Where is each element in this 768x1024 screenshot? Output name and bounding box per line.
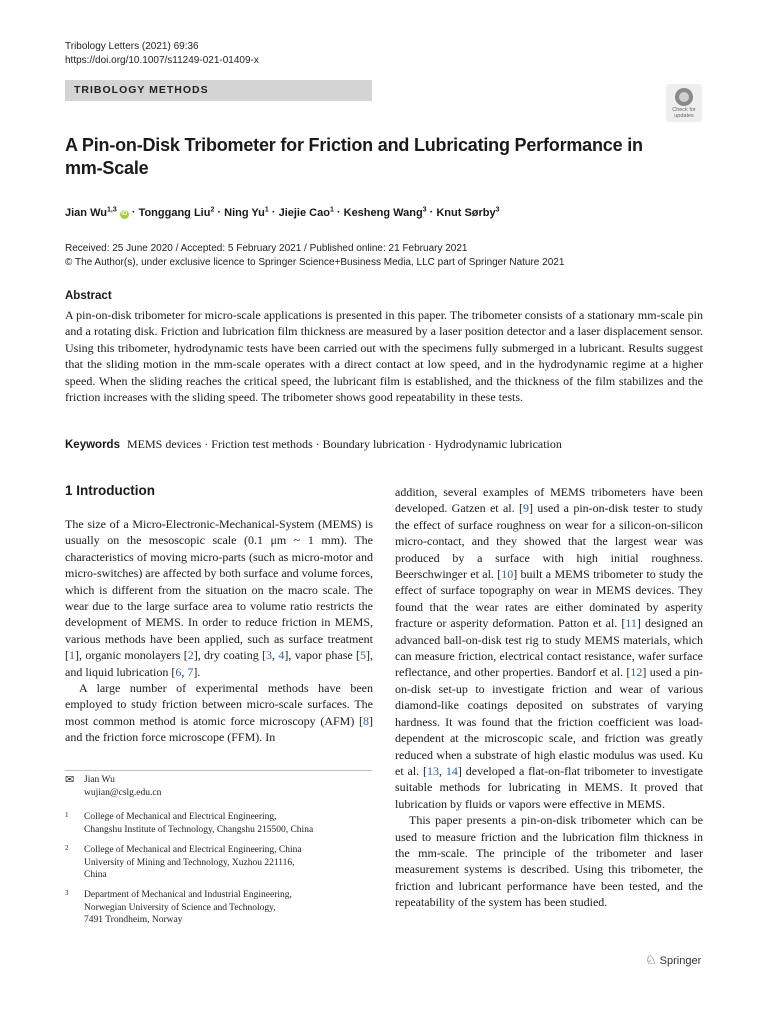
article-title: A Pin-on-Disk Tribometer for Friction and Lubricating Performance in mm-Scale	[65, 135, 643, 178]
envelope-icon: ✉	[65, 774, 75, 786]
author[interactable]: Jian Wu$^{1,3}$	[65, 206, 117, 219]
citation-link[interactable]: 9	[522, 501, 529, 516]
journal-citation: Tribology Letters (2021) 69:36	[65, 41, 199, 52]
intro-paragraph: This paper presents a pin-on-disk tribometer which can be used to measure friction and the lubrication film thickness in the mm-scale. The principle of the tribometer and laser measurement systems is described. Using this tribometer, the friction and lubricant performance have been tested, and the repeatability of the system has been studied.	[395, 813, 703, 910]
abstract-heading: Abstract	[65, 290, 112, 302]
correspondence-email[interactable]: wujian@cslg.edu.cn	[84, 787, 162, 798]
citation-link[interactable]: 7	[187, 664, 194, 679]
intro-paragraph: A large number of experimental methods have been employed to study friction between micro-scale surfaces. The most common method is atomic force microscopy (AFM) [8] and the friction force microscope (FFM). In	[65, 681, 373, 745]
check-for-updates-badge[interactable]	[666, 84, 702, 122]
section-band	[65, 80, 372, 101]
citation-link[interactable]: 14	[445, 763, 458, 778]
citation-link[interactable]: 4	[278, 648, 285, 663]
crossmark-label: Check for updates	[672, 107, 696, 119]
copyright-line: © The Author(s), under exclusive licence to Springer Science+Business Media, LLC part of Springer Nature 2021	[65, 257, 565, 268]
history-dates: Received: 25 June 2020 / Accepted: 5 February 2021 / Published online: 21 February 2021	[65, 243, 468, 254]
intro-left-column	[65, 516, 373, 746]
keywords-label: Keywords	[65, 439, 120, 451]
correspondence-name: Jian Wu	[84, 775, 115, 785]
author[interactable]: Jiejie Cao$^1$	[278, 206, 334, 219]
author[interactable]: Ning Yu$^1$	[224, 206, 269, 219]
orcid-icon[interactable]: iD	[121, 210, 128, 217]
doi-link[interactable]: https://doi.org/10.1007/s11249-021-01409-x	[65, 55, 259, 66]
correspondence	[65, 774, 375, 799]
abstract-text: A pin-on-disk tribometer for micro-scale applications is presented in this paper. The tribometer consists of a stationary mm-scale pin and a rotating disk. Friction and lubrication film thickness are measured by a laser position detector and a laser displacement sensor. Using this tribometer, hydrodynamic tests have been carried out with the specimens fully submerged in a lubricant. Results suggest that the sliding motion in the mm-scale operates with a direct contact at low speed, and in the hydrodynamic regime at a higher speed. When the sliding reaches the critical speed, the lubricant film is established, and the thickness of the film stabilizes and the friction increases with the sliding speed. The tribometer shows good repeatability in these tests.	[65, 308, 703, 405]
author-list: Jian Wu$^{1,3}$ iD · Tonggang Liu$^2$ · Ning $Yu^1$ · Jiejie Cao$^1$ · Kesheng Wang$^3$ · Knut Sørby$^3$	[65, 206, 500, 219]
citation-link[interactable]: 5	[360, 648, 367, 663]
affiliation-number: 2	[65, 844, 69, 852]
author[interactable]: Tonggang Liu$^2$	[138, 206, 215, 219]
affiliation-number: 3	[65, 889, 69, 897]
citation-link[interactable]: 13	[427, 763, 440, 778]
keywords-text: MEMS devices · Friction test methods · Boundary lubrication · Hydrodynamic lubrication	[126, 437, 562, 451]
intro-right-column	[395, 484, 703, 911]
citation-link[interactable]: 1	[69, 648, 75, 663]
citation-link[interactable]: 8	[363, 713, 369, 728]
citation-link[interactable]: 2	[187, 648, 194, 663]
crossmark-icon	[675, 88, 693, 106]
author[interactable]: Knut Sørby$^3$	[436, 206, 500, 219]
affiliation: 2 College of Mechanical and Electrical Engineering, China University of Mining and Technology, Xuzhou 221116, China	[65, 844, 302, 880]
section-label: TRIBOLOGY METHODS	[74, 84, 209, 96]
intro-heading: 1 Introduction	[65, 483, 155, 498]
citation-link[interactable]: 6	[175, 664, 182, 679]
citation-link[interactable]: 3	[266, 648, 273, 663]
affiliation: 3 Department of Mechanical and Industrial Engineering, Norwegian University of Science and Technology, 7491 Trondheim, Norway	[65, 889, 292, 925]
springer-logo-icon: ♘	[645, 952, 657, 967]
citation-link[interactable]: 10	[501, 567, 514, 582]
affiliation-number: 1	[65, 811, 69, 819]
author[interactable]: Kesheng Wang$^3$	[343, 206, 427, 219]
article-dates	[65, 242, 564, 270]
intro-paragraph: addition, several examples of MEMS tribometers have been developed. Gatzen et al. [9] used a pin-on-disk tester to study the effect of surface roughness on wear for a silicon-on-silicon micro-contact, and they showed that the largest wear was produced by a surface with high initial roughness. Beerschwinger et al. [10] built a MEMS tribometer to study the effect of surface topography on wear in MEMS devices. They found that the wear rates are either dominated by asperity fracture or asperity deformation. Patton et al. [11] designed an advanced ball-on-disk test rig to study MEMS materials, which can measure friction, electrical contact resistance, wafer surface reflectance, and other properties. Bandorf et al. [12] used a pin-on-disk set-up to investigate friction and wear of various diamond-like coatings deposited on substrates of varying hardness. It was found that the friction coefficient was load-dependent at the microscopic scale, and friction was greatly reduced when a substrate of high elastic modulus was used. Ku et al. [13, 14] developed a flat-on-flat tribometer to investigate suitable methods for lubricating in MEMS. It proved that lubrication by fluids or vapors were effective in MEMS.	[395, 485, 704, 811]
publisher-footer	[645, 952, 701, 968]
citation-link[interactable]: 12	[630, 665, 643, 680]
keywords	[65, 436, 705, 453]
affiliation: 1 College of Mechanical and Electrical Engineering, Changshu Institute of Technology, Changshu 215500, China	[65, 811, 314, 835]
journal-header	[65, 40, 259, 68]
intro-paragraph: The size of a Micro-Electronic-Mechanical-System (MEMS) is usually on the mesoscopic scale (0.1 μm ~ 1 mm). The characteristics of moving micro-parts (such as micro-motor and micro-switches) are affected by both surface and volume forces, which is different from the situation on the macro scale. The wear due to the large surface area to volume ratio restricts the development of MEMS. In order to reduce friction in MEMS, various methods have been applied, such as surface treatment [1], organic monolayers [2], dry coating [3, 4], vapor phase [5], and liquid lubrication [6, 7].	[65, 517, 374, 679]
publisher-name: Springer	[659, 955, 702, 967]
footnote-divider	[65, 770, 372, 771]
citation-link[interactable]: 11	[625, 616, 637, 631]
